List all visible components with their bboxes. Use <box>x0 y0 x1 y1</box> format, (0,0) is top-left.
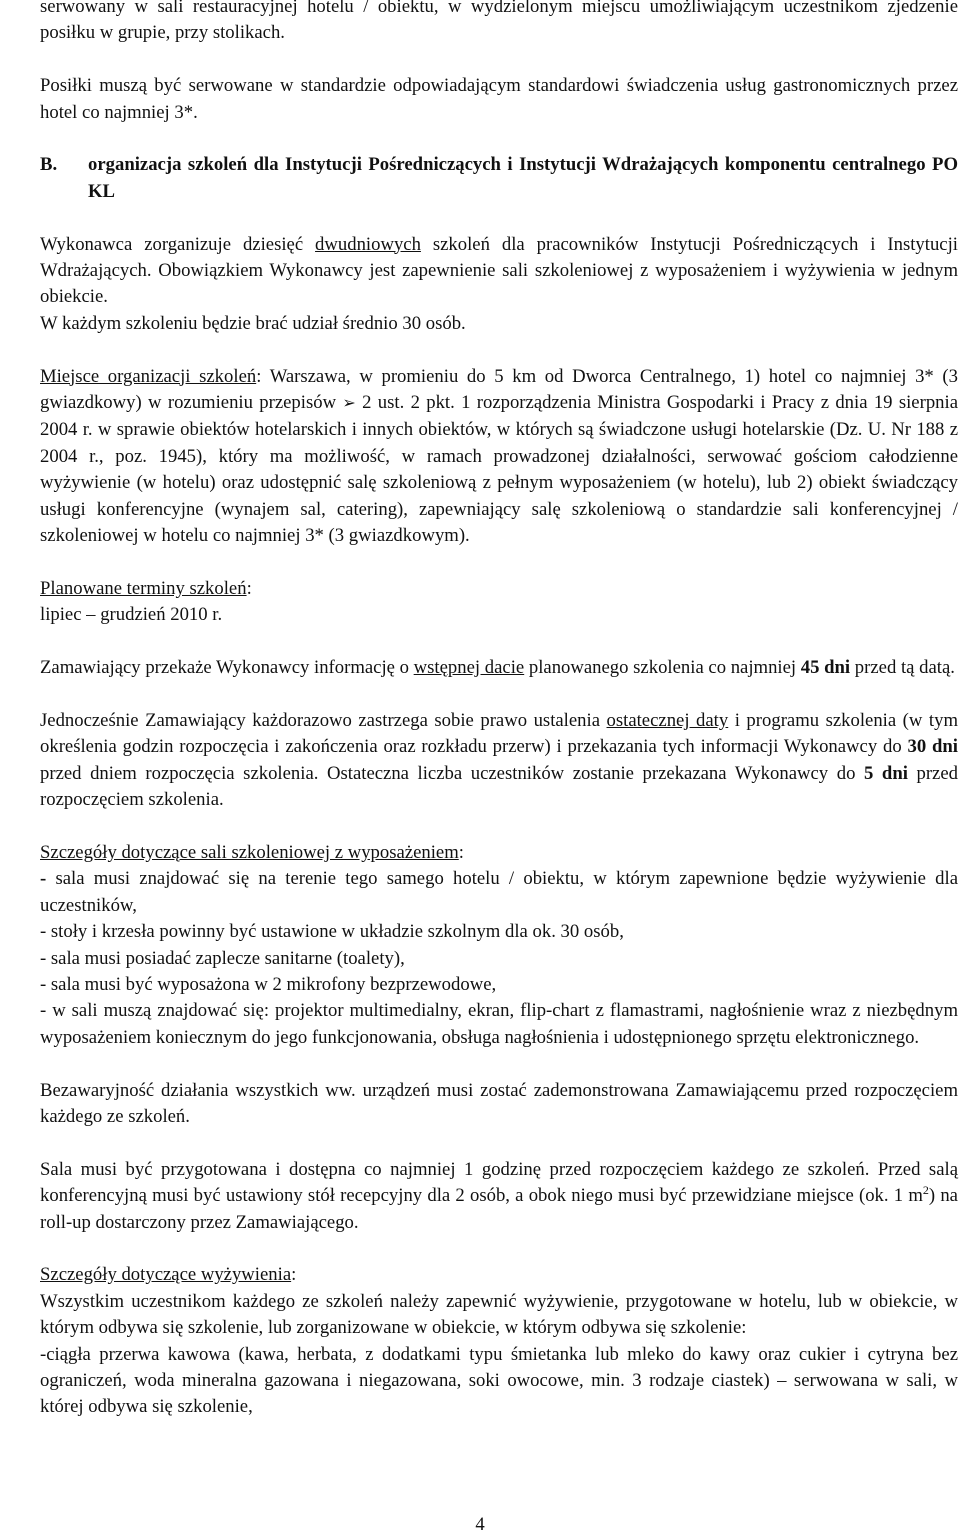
list-item: -ciągła przerwa kawowa (kawa, herbata, z dodatkami typu śmietanka lub mleko do kawy oraz cukier i cytryna bez ograniczeń, woda mineralna gazowana i niegazowana, soki owocowe, min. 3 rodzaje ciastek) – serwowana w sali, w której odbywa się szkolenie, <box>40 1343 958 1418</box>
document-page <box>40 0 958 1421</box>
list-item: - sala musi znajdować się na terenie tego samego hotelu / obiektu, w którym zapewnione będzie wyżywienie dla uczestników, <box>40 868 958 916</box>
underlined-term: wstępnej dacie <box>413 657 525 679</box>
arrow-icon: ➢ <box>342 395 356 413</box>
list-item: - stoły i krzesła powinny być ustawione w układzie szkolnym dla ok. 30 osób, <box>40 921 624 943</box>
section-b-heading <box>40 152 958 205</box>
bold-term: 5 dni <box>864 762 908 784</box>
room-readiness-paragraph: Sala musi być przygotowana i dostępna co najmniej 1 godzinę przed rozpoczęciem każdego ze szkoleń. Przed salą konferencyjną musi być ustawiony stół recepcyjny dla 2 osób, a obok niego musi być przewidziane miejsce (ok. 1 $m^2$) na roll-up dostarczony przez Zamawiającego. <box>40 1158 958 1233</box>
intro-paragraph: serwowany w sali restauracyjnej hotelu / obiektu, w wydzielonym miejscu umożliwiającym uczestnikom zjedzenie posiłku w grupie, przy stolikach. <box>40 0 958 44</box>
list-item: - sala musi posiadać zaplecze sanitarne (toalety), <box>40 947 405 969</box>
list-item: - sala musi być wyposażona w 2 mikrofony bezprzewodowe, <box>40 973 497 995</box>
underlined-term: ostatecznej daty <box>606 709 729 731</box>
catering-intro-paragraph: Wszystkim uczestnikom każdego ze szkoleń należy zapewnić wyżywienie, przygotowane w hotelu, lub w obiekcie, w którym odbywa się szkolenie, lub zorganizowane w obiekcie, w którym odbywa się szkolenie: <box>40 1290 958 1339</box>
list-item: - w sali muszą znajdować się: projektor multimedialny, ekran, flip-chart z flamastrami, nagłośnienie wraz z niezbędnym wyposażeniem koniecznym do jego funkcjonowania, obsługa nagłośnienia i udostępnionego sprzętu elektronicznego. <box>40 1000 958 1048</box>
average-participants-paragraph: W każdym szkoleniu będzie brać udział średnio 30 osób. <box>40 312 466 334</box>
location-label: Miejsce organizacji szkoleń <box>40 365 257 387</box>
equipment-demo-paragraph: Bezawaryjność działania wszystkich ww. urządzeń musi zostać zademonstrowana Zamawiającemu przed rozpoczęciem każdego ze szkoleń. <box>40 1079 958 1127</box>
section-title: organizacja szkoleń dla Instytucji Pośredniczących i Instytucji Wdrażających komponentu centralnego PO KL <box>88 154 958 202</box>
final-date-paragraph: Jednocześnie Zamawiający każdorazowo zastrzega sobie prawo ustalenia ostatecznej daty i programu szkolenia (w tym określenia godzin rozpoczęcia i zakończenia oraz rozkładu przerw) i przekazania tych informacji Wykonawcy do 30 dni przed dniem rozpoczęcia szkolenia. Ostateczna liczba uczestników zostanie przekazana Wykonawcy do 5 dni przed rozpoczęciem szkolenia. <box>40 709 958 811</box>
planned-dates-paragraph: Planowane terminy szkoleń: <box>40 577 252 599</box>
organization-paragraph: Wykonawca zorganizuje dziesięć dwudniowych szkoleń dla pracowników Instytucji Pośredniczących i Instytucji Wdrażających. Obowiązkiem Wykonawcy jest zapewnienie sali szkoleniowej z wyposażeniem i wyżywienia w jednym obiekcie. <box>40 233 958 308</box>
catering-details-heading: Szczegóły dotyczące wyżywienia: <box>40 1264 297 1286</box>
planned-dates-value: lipiec – grudzień 2010 r. <box>40 604 223 626</box>
section-label: B. <box>40 154 58 176</box>
training-location-paragraph: Miejsce organizacji szkoleń: Warszawa, w promieniu do 5 km od Dworca Centralnego, 1) hotel co najmniej 3* (3 gwiazdkowy) w rozumieniu przepisów ➢ 2 ust. 2 pkt. 1 rozporządzenia Ministra Gospodarki i Pracy z dnia 19 sierpnia 2004 r. w sprawie obiektów hotelarskich i innych obiektów, w których są świadczone usługi hotelarskie (Dz. U. Nr 188 z 2004 r., poz. 1945), który ma możliwość, w ramach prowadzonej działalności, serwować gościom całodzienne wyżywienie (w hotelu) oraz udostępnić salę szkoleniową z pełnym wyposażeniem (w hotelu), lub 2) obiekt świadczący usługi konferencyjne (wynajem sal, catering), zapewniający salę szkoleniową o standardzie sali konferencyjnej / szkoleniowej w hotelu co najmniej 3* (3 gwiazdkowym). <box>40 365 958 547</box>
preliminary-date-paragraph: Zamawiający przekaże Wykonawcy informację o wstępnej dacie planowanego szkolenia co najmniej 45 dni przed tą datą. <box>40 657 955 679</box>
bold-term: 30 dni <box>907 736 958 758</box>
meals-standard-paragraph: Posiłki muszą być serwowane w standardzie odpowiadającym standardowi świadczenia usług gastronomicznych przez hotel co najmniej 3*. <box>40 75 958 123</box>
bold-term: 45 dni <box>800 657 851 679</box>
room-details-heading: Szczegóły dotyczące sali szkoleniowej z wyposażeniem: <box>40 841 464 863</box>
page-number: 4 <box>475 1514 485 1535</box>
planned-dates-label: Planowane terminy szkoleń <box>40 577 247 599</box>
underlined-term: dwudniowych <box>315 233 421 255</box>
